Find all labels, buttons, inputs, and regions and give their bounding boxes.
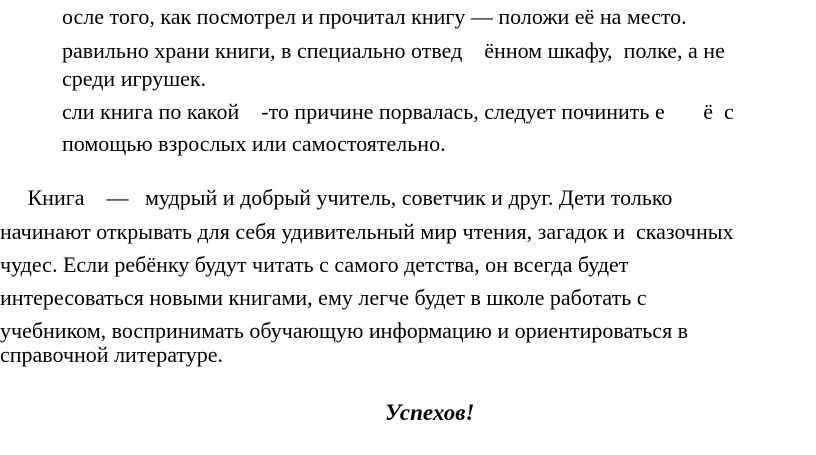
paragraph-line: справочной литературе. (0, 342, 223, 367)
paragraph-line: учебником, воспринимать обучающую информацию и ориентироваться в (0, 318, 689, 343)
list-line: среди игрушек. (62, 66, 207, 91)
paragraph-line: интересоваться новыми книгами, ему легче будет в школе работать с (0, 285, 647, 310)
list-line: осле того, как посмотрел и прочитал книгу — положи её на место. (62, 4, 687, 29)
paragraph-line: Книга — мудрый и добрый учитель, советчик и друг. Дети только (0, 185, 673, 210)
list-line: равильно храни книги, в специально отвед ённом шкафу, полке, а не (62, 38, 725, 63)
paragraph-line: чудес. Если ребёнку будут читать с самого детства, он всегда будет (0, 252, 629, 277)
paragraph-line: начинают открывать для себя удивительный мир чтения, загадок и сказочных (0, 219, 734, 244)
closing-text: Успехов! (385, 400, 475, 425)
list-line: сли книга по какой -то причине порвалась, следует починить е ё с (62, 99, 734, 124)
list-line: помощью взрослых или самостоятельно. (62, 131, 446, 156)
